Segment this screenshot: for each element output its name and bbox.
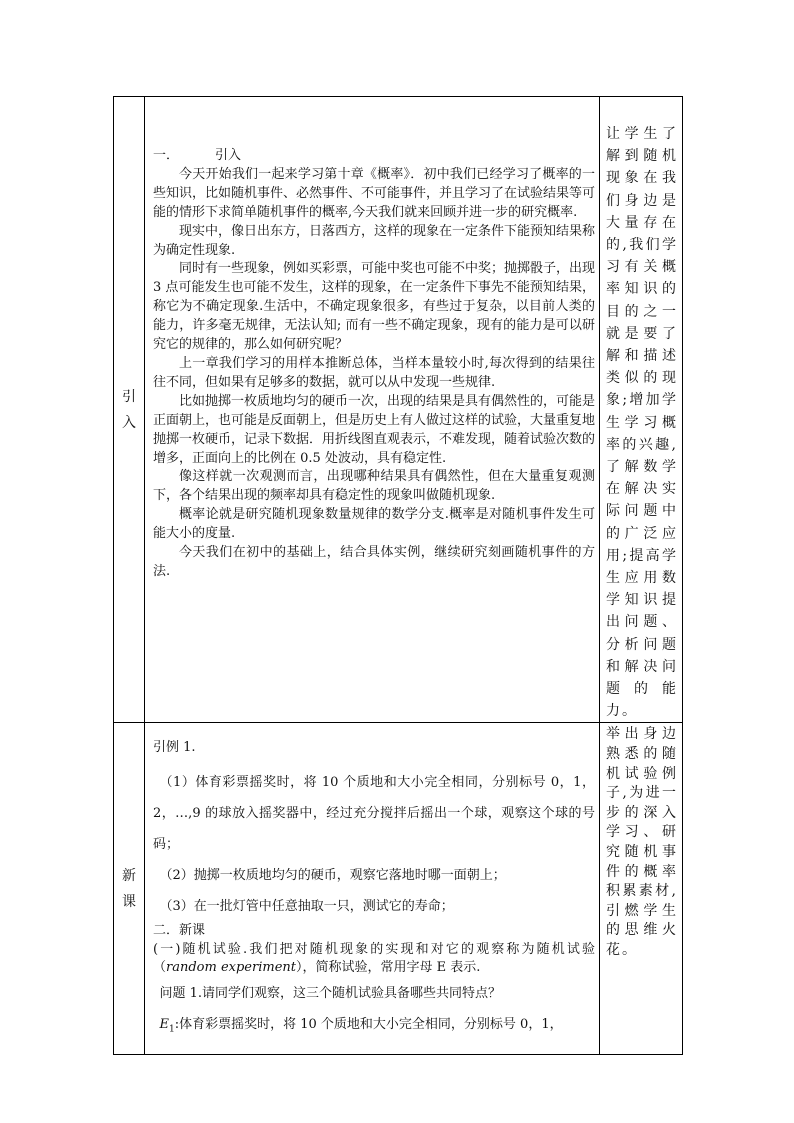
label-char: 入 bbox=[122, 414, 136, 431]
paragraph: 像这样就一次观测而言，出现哪种结果具有偶然性，但在大量重复观测下，各个结果出现的频率却具有稳定性的现象叫做随机现象. bbox=[153, 469, 595, 504]
new-lesson-content-cell bbox=[145, 723, 600, 1055]
section-heading bbox=[153, 147, 595, 166]
lesson-plan-table bbox=[113, 96, 683, 1055]
example-title: 引例 1. bbox=[153, 740, 196, 756]
paragraph: 现实中，像日出东方，日落西方，这样的现象在一定条件下能预知结果称为确定性现象. bbox=[153, 223, 596, 258]
heading-text: 引入 bbox=[215, 148, 242, 163]
label-char: 新 bbox=[122, 867, 136, 884]
row-label-intro bbox=[114, 97, 145, 723]
paragraph: 同时有一些现象，例如买彩票，可能中奖也可能不中奖；抛掷骰子，出现 3 点可能发生也可能不发生，这样的现象，在一定条件下事先不能预知结果，称它为不确定现象.生活中，不确定现象很多，有些过于复杂，以目前人类的能力，许多毫无规律，无法认知; 而有一些不确定现象，现有的能力是可以研究它的规律的，那么如何研究呢？ bbox=[153, 261, 596, 353]
e1-text: :体育彩票摇奖时，将 10 个质地和大小完全相同，分别标号 0，1， bbox=[174, 1016, 563, 1032]
question-1: 问题 1.请同学们观察，这三个随机试验具备哪些共同特点？ bbox=[159, 985, 502, 1001]
definition-random-experiment bbox=[153, 941, 595, 978]
paragraph: 今天开始我们一起来学习第十章《概率》．初中我们已经学习了概率的一些知识，比如随机事件、必然事件、不可能事件，并且学习了在试验结果等可能的情形下求简单随机事件的概率,今天我们就来回顾并进一步的研究概率. bbox=[153, 166, 596, 220]
intro-content-cell bbox=[145, 97, 600, 723]
e1-subscript: 1 bbox=[169, 1024, 175, 1035]
paragraph: 概率论就是研究随机现象数量规律的数学分支.概率是对随机事件发生可能大小的度量. bbox=[153, 507, 595, 542]
example-item: （2）抛掷一枚质地均匀的硬币，观察它落地时哪一面朝上； bbox=[159, 868, 506, 884]
example-item: （3）在一批灯管中任意抽取一只，测试它的寿命； bbox=[159, 899, 454, 915]
e1-letter: E bbox=[159, 1016, 169, 1032]
design-intent-text: 举出身边熟悉的随机试验例子,为进一步的深入学习、研究随机事件的概率积累素材,引燃学生的思维火花。 bbox=[606, 726, 678, 959]
heading-number: 一． bbox=[153, 148, 180, 163]
label-char: 课 bbox=[122, 893, 136, 910]
experiment-e1 bbox=[153, 1009, 595, 1046]
paragraph: 比如抛掷一枚质地均匀的硬币一次，出现的结果是具有偶然性的，可能是正面朝上，也可能是反面朝上，但是历史上有人做过这样的试验，大量重复地抛掷一枚硬币，记录下数据．用折线图直观表示，不难发现，随着试验次数的增多，正面向上的比例在 0.5 处波动，具有稳定性. bbox=[153, 393, 596, 466]
definition-text: (一)随机试验.我们把对随机现象的实现和对它的观察称为随机试验（ bbox=[153, 941, 595, 976]
paragraph: 今天我们在初中的基础上，结合具体实例，继续研究刻画随机事件的方法. bbox=[153, 545, 595, 579]
definition-term: random experiment bbox=[166, 960, 296, 976]
definition-text: ），简称试验，常用字母 E 表示. bbox=[296, 960, 481, 976]
e1-symbol bbox=[159, 1016, 175, 1035]
example-item: （1）体育彩票摇奖时，将 10 个质地和大小完全相同，分别标号 0，1，2，…,9 的球放入摇奖器中，经过充分搅拌后摇出一个球，观察这个球的号码； bbox=[153, 775, 595, 853]
row-label-new-lesson bbox=[114, 723, 145, 1055]
table-row bbox=[114, 723, 683, 1055]
design-intent-cell bbox=[600, 97, 683, 723]
table-row bbox=[114, 97, 683, 723]
design-intent-cell bbox=[600, 723, 683, 1055]
section-heading-new: 二．新课 bbox=[153, 923, 206, 939]
label-char: 引 bbox=[122, 388, 136, 405]
paragraph: 上一章我们学习的用样本推断总体，当样本量较小时,每次得到的结果往往不同，但如果有足够多的数据，就可以从中发现一些规律. bbox=[153, 355, 595, 390]
design-intent-text: 让学生了解到随机现象在我们身边是大量存在的,我们学习有关概率知识的目的之一就是要了解和描述类似的现象;增加学生学习概率的兴趣,了解数学在解决实际问题中的广泛应用;提高学生应用数学知识提出问题、分析问题和解决问题的能力。 bbox=[606, 126, 678, 720]
